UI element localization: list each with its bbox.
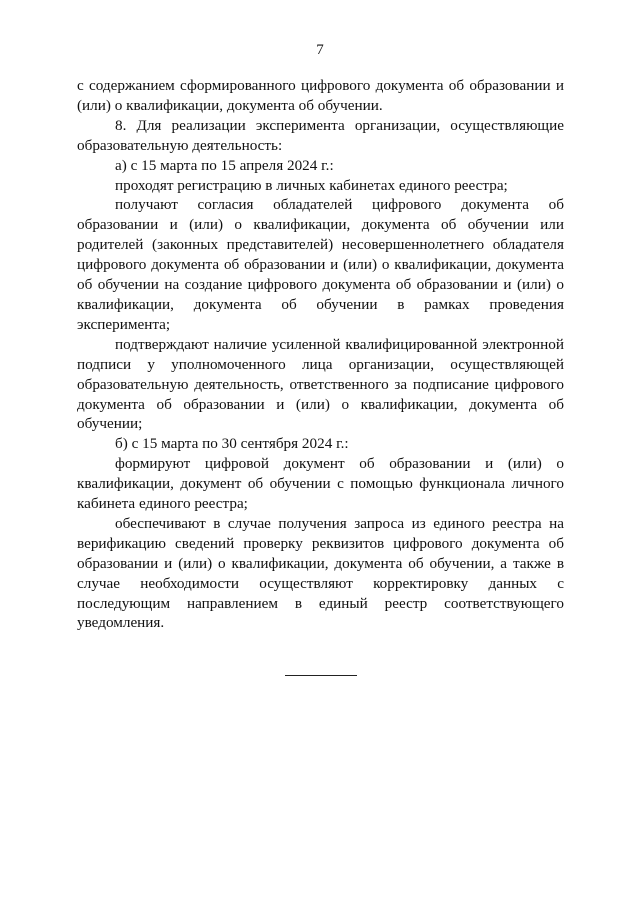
paragraph-item-8: 8. Для реализации эксперимента организации, осуществляющие образовательную деятельность: xyxy=(77,116,564,154)
paragraph-subitem-a: а) с 15 марта по 15 апреля 2024 г.: xyxy=(115,156,334,174)
end-divider xyxy=(285,675,357,676)
paragraph-verification: обеспечивают в случае получения запроса из единого реестра на верификацию сведений проверку реквизитов цифрового документа об образовании и (или) о квалификации, документа об обучении, а также в случае необходимости осуществляют корректировку данных с последующим направлением в единый реестр соответствующего уведомления. xyxy=(77,514,564,632)
paragraph-continuation: с содержанием сформированного цифрового документа об образовании и (или) о квалификации, документа об обучении. xyxy=(77,77,564,114)
paragraph-subitem-b: б) с 15 марта по 30 сентября 2024 г.: xyxy=(115,435,349,453)
paragraph-form-document: формируют цифровой документ об образовании и (или) о квалификации, документ об обучении с помощью функционала личного кабинета единого реестра; xyxy=(77,455,564,513)
page-number: 7 xyxy=(316,42,324,58)
paragraph-signature: подтверждают наличие усиленной квалифицированной электронной подписи у уполномоченного лица организации, осуществляющей образовательную деятельность, ответственного за подписание цифрового документа об образовании и (или) о квалификации, документа об обучении; xyxy=(77,335,564,433)
paragraph-registration: проходят регистрацию в личных кабинетах единого реестра; xyxy=(115,176,508,194)
paragraph-consent: получают согласия обладателей цифрового документа об образовании и (или) о квалификации, документа об обучении или родителей (законных представителей) несовершеннолетнего обладателя цифрового документа об образовании и (или) о квалификации, документа об обучении на создание цифрового документа об образовании и (или) о квалификации, документа об обучении в рамках проведения эксперимента; xyxy=(77,196,564,333)
document-body xyxy=(77,76,564,633)
